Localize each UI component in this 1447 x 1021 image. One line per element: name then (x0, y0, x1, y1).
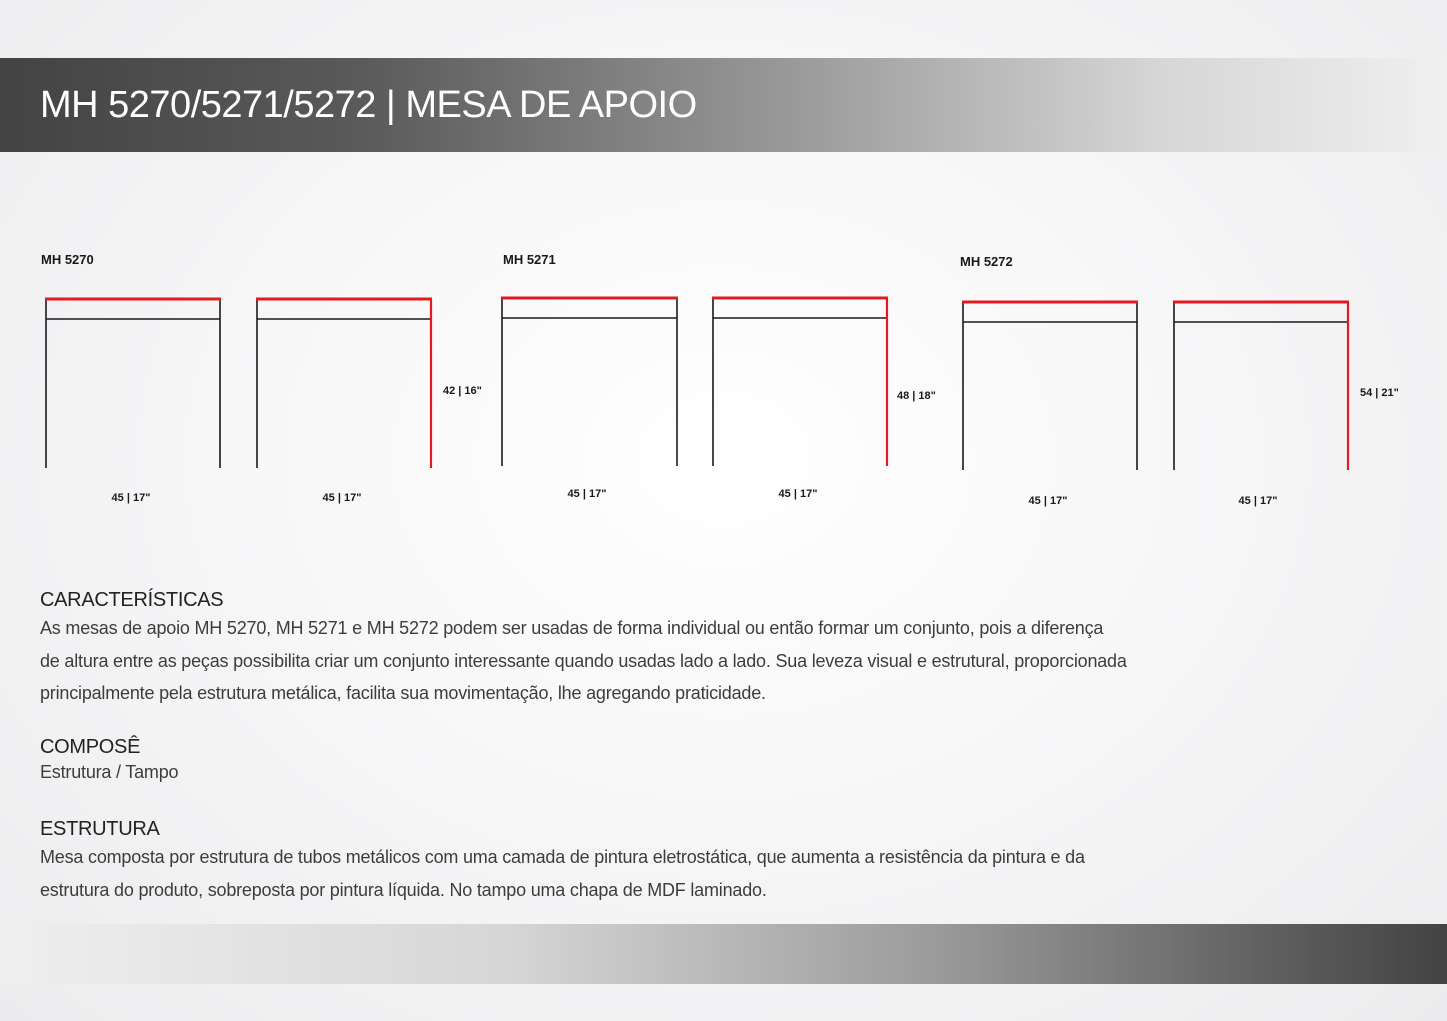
caracteristicas-text (40, 612, 1240, 710)
height-dimension-mh5272: 54 | 21" (1360, 387, 1399, 399)
caracteristicas-line: As mesas de apoio MH 5270, MH 5271 e MH 5272 podem ser usadas de forma individual ou então formar um conjunto, pois a diferença (40, 618, 1104, 638)
model-label-mh5271: MH 5271 (503, 252, 556, 267)
page-title: MH 5270/5271/5272 | MESA DE APOIO (40, 84, 697, 126)
estrutura-text (40, 841, 1240, 906)
width-dimension-mh5272-front: 45 | 17" (1028, 495, 1068, 507)
composicao-section (40, 736, 1240, 785)
model-mh5270-group (41, 252, 482, 504)
estrutura-line: Mesa composta por estrutura de tubos metálicos com uma camada de pintura eletrostática, que aumenta a resistência da pintura e da (40, 847, 1085, 867)
estrutura-line: estrutura do produto, sobreposta por pintura líquida. No tampo uma chapa de MDF laminado. (40, 879, 767, 900)
height-dimension-mh5271: 48 | 18" (897, 390, 936, 402)
width-dimension-mh5272-side: 45 | 17" (1238, 495, 1278, 507)
height-dimension-mh5270: 42 | 16" (443, 385, 482, 397)
table-drawing-mh5271-front (501, 298, 678, 466)
estrutura-heading: ESTRUTURA (40, 818, 160, 840)
caracteristicas-line: de altura entre as peças possibilita criar um conjunto interessante quando usadas lado a lado. Sua leveza visual e estrutural, proporcionada (40, 650, 1127, 671)
model-mh5272-group (960, 254, 1399, 507)
width-dimension-mh5271-side: 45 | 17" (778, 488, 818, 500)
table-drawing-mh5270-front (45, 299, 221, 468)
estrutura-section (40, 818, 1240, 906)
model-mh5271-group (501, 252, 936, 500)
width-dimension-mh5270-front: 45 | 17" (111, 492, 151, 504)
width-dimension-mh5271-front: 45 | 17" (567, 488, 607, 500)
width-dimension-mh5270-side: 45 | 17" (322, 492, 362, 504)
caracteristicas-line: principalmente pela estrutura metálica, facilita sua movimentação, lhe agregando praticidade. (40, 683, 766, 703)
table-drawing-mh5272-side (1173, 302, 1349, 470)
caracteristicas-heading: CARACTERÍSTICAS (40, 589, 224, 611)
model-label-mh5272: MH 5272 (960, 254, 1013, 269)
table-drawing-mh5272-front (962, 302, 1138, 470)
composicao-heading: COMPOSÊ (40, 736, 141, 758)
composicao-text: Estrutura / Tampo (40, 762, 179, 782)
caracteristicas-section (40, 589, 1240, 710)
model-label-mh5270: MH 5270 (41, 252, 94, 267)
footer-band (0, 924, 1447, 984)
table-drawing-mh5271-side (712, 298, 888, 466)
table-drawing-mh5270-side (256, 299, 432, 468)
